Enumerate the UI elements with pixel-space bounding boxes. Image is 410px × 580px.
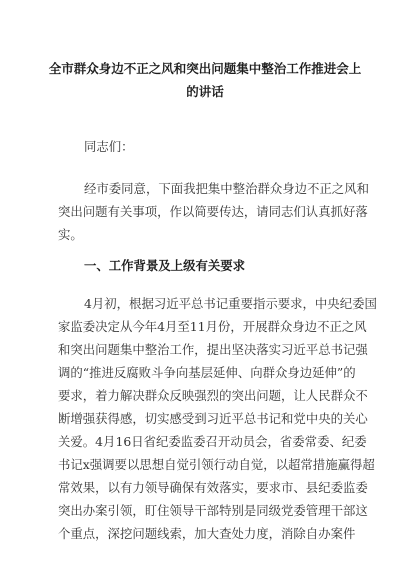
document-title-line-1: 全市群众身边不正之风和突出问题集中整治工作推进会上	[48, 61, 362, 76]
document-title-line-2: 的讲话	[186, 84, 224, 99]
salutation: 同志们：	[84, 139, 134, 154]
body-line: 要求，着力解决群众反映强烈的突出问题，让人民群众不	[58, 388, 368, 403]
body-line: 4月初，根据习近平总书记重要指示要求，中央纪委国	[84, 296, 377, 311]
body-line: 家监委决定从今年4月至11月份，开展群众身边不正之风	[58, 319, 367, 334]
body-line: 突出办案引领，盯住领导干部特别是同级党委管理干部这	[58, 503, 368, 518]
body-line: 书记x强调要以思想自觉引领行动自觉，以超常措施赢得超	[58, 457, 375, 472]
body-line: 调的“推进反腐败斗争向基层延伸、向群众身边延伸”的	[58, 365, 356, 380]
intro-line: 突出问题有关事项，作以简要传达，请同志们认真抓好落	[58, 204, 368, 219]
intro-line: 实。	[58, 227, 83, 242]
body-line: 常效果，以有力领导确保有效落实，要求市、县纪委监委	[58, 480, 368, 495]
body-line: 和突出问题集中整治工作，提出坚决落实习近平总书记强	[58, 342, 368, 357]
intro-line: 经市委同意，下面我把集中整治群众身边不正之风和	[84, 181, 369, 196]
body-line: 个重点，深挖问题线索，加大查处力度，消除自办案件	[58, 526, 356, 541]
body-line: 断增强获得感，切实感受到习近平总书记和党中央的关心	[58, 411, 368, 426]
section-heading: 一、工作背景及上级有关要求	[84, 258, 246, 273]
body-line: 关爱。4月16日省纪委监委召开动员会，省委常委、纪委	[58, 434, 367, 449]
